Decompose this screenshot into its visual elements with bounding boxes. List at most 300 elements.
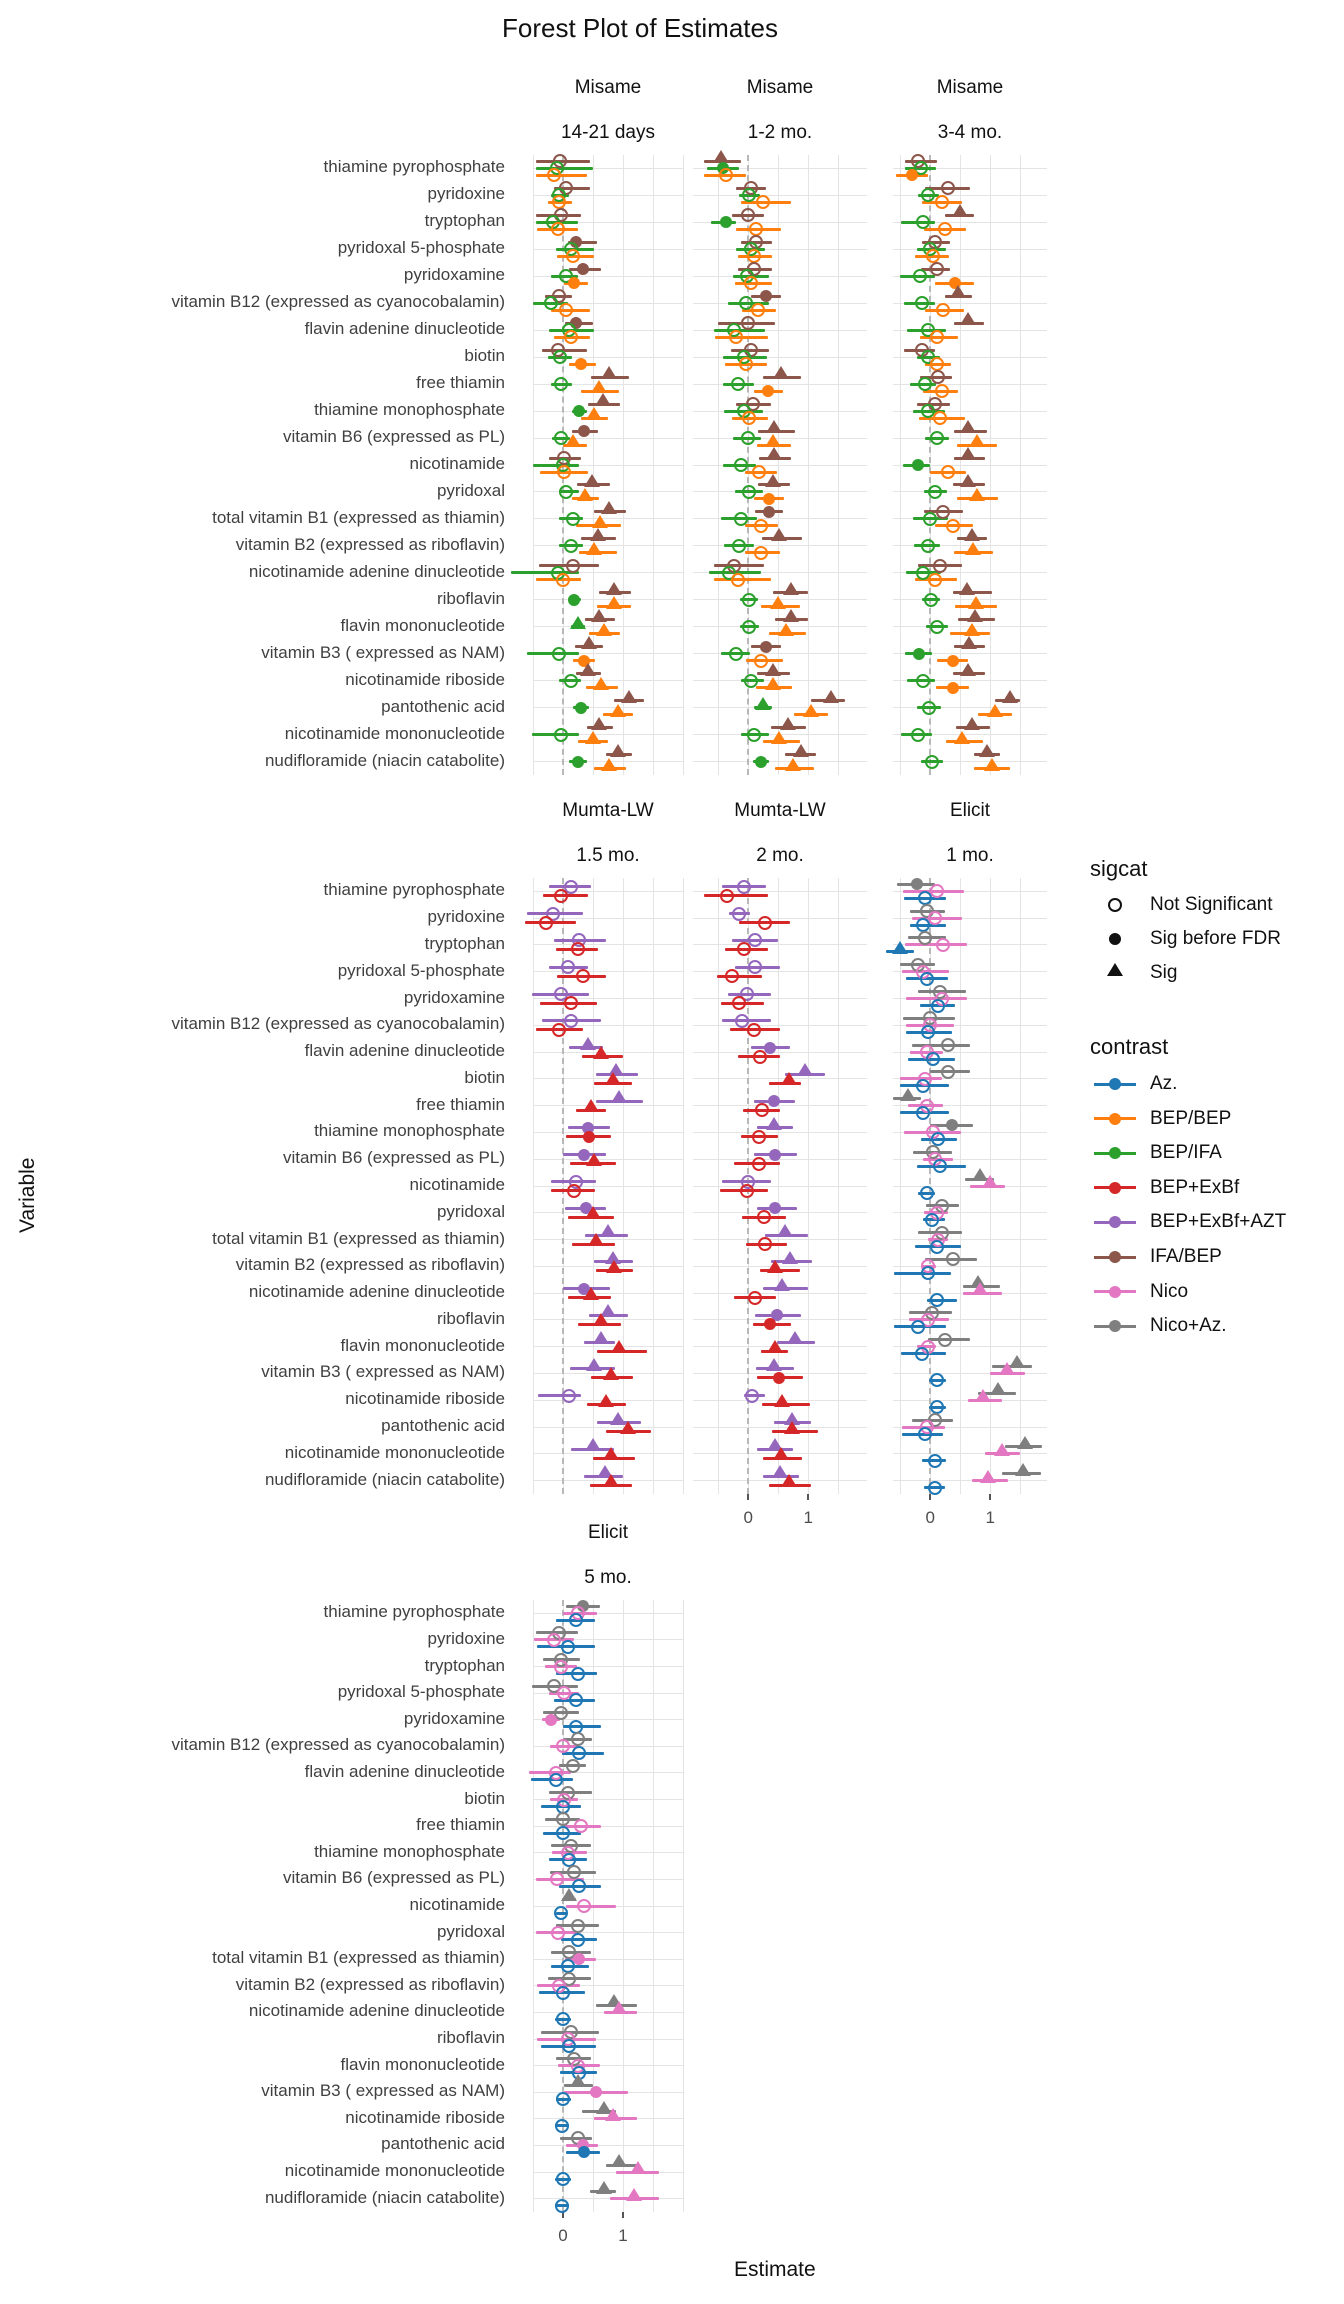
point-marker-not-significant	[923, 512, 937, 526]
legend-contrast-point-icon	[1109, 1251, 1121, 1263]
variable-label: pyridoxamine	[403, 987, 505, 1007]
point-marker-sig	[968, 596, 984, 609]
point-marker-not-significant	[566, 512, 580, 526]
x-tick-label: 1	[803, 1508, 813, 1527]
point-marker-not-significant	[925, 1213, 939, 1227]
point-marker-sig	[1002, 690, 1018, 703]
point-marker-sig	[611, 2154, 627, 2167]
point-marker-not-significant	[920, 972, 934, 986]
point-marker-not-significant	[734, 512, 748, 526]
variable-label: nicotinamide riboside	[345, 2107, 505, 2127]
point-marker-sig	[588, 1233, 604, 1246]
variable-label: pyridoxamine	[403, 1708, 505, 1728]
legend-contrast-item-label: BEP+ExBf+AZT	[1150, 1211, 1287, 1233]
point-marker-sig	[780, 717, 796, 730]
point-marker-sig	[591, 380, 607, 393]
point-marker-sig	[767, 1260, 783, 1273]
legend-contrast-point-icon	[1109, 1216, 1121, 1228]
point-marker-sig	[793, 744, 809, 757]
variable-label: vitamin B12 (expressed as cyanocobalamin)	[171, 1014, 505, 1034]
point-marker-sig	[606, 596, 622, 609]
legend-marker-filled-circle-icon	[1109, 933, 1121, 945]
legend-sigcat-item-label: Not Significant	[1150, 894, 1273, 915]
variable-label: total vitamin B1 (expressed as thiamin)	[212, 1948, 505, 1968]
point-marker-sig	[606, 582, 622, 595]
point-marker-sig-before-fdr	[545, 1714, 557, 1726]
variable-label: nicotinamide riboside	[345, 1389, 505, 1409]
point-marker-not-significant	[562, 1389, 576, 1403]
point-marker-not-significant	[941, 1065, 955, 1079]
point-marker-sig	[960, 663, 976, 676]
panel-header-time-mumta-lw-1-5-mo: 1.5 mo.	[576, 845, 640, 866]
x-tick-label: 0	[558, 2226, 568, 2245]
variable-label: nudifloramide (niacin catabolite)	[264, 750, 505, 770]
point-marker-sig	[785, 758, 801, 771]
point-marker-not-significant	[734, 458, 748, 472]
variable-label: free thiamin	[416, 1094, 505, 1114]
variable-label: pyridoxal 5-phosphate	[337, 238, 505, 258]
variable-label: vitamin B3 ( expressed as NAM)	[261, 1362, 505, 1382]
point-marker-not-significant	[554, 889, 568, 903]
point-marker-not-significant	[539, 916, 553, 930]
variable-label: pyridoxal	[436, 480, 505, 500]
point-marker-sig	[972, 1282, 988, 1295]
point-marker-sig	[620, 1421, 636, 1434]
point-marker-sig	[583, 1099, 599, 1112]
variable-label: pyridoxine	[427, 907, 505, 927]
point-marker-sig	[787, 1331, 803, 1344]
point-marker-sig	[626, 2188, 642, 2201]
variable-label: thiamine pyrophosphate	[323, 1602, 505, 1622]
point-marker-sig	[959, 582, 975, 595]
variable-label: riboflavin	[436, 2028, 505, 2048]
point-marker-sig	[766, 1358, 782, 1371]
point-marker-sig	[766, 447, 782, 460]
point-marker-sig	[774, 1394, 790, 1407]
point-marker-sig	[621, 690, 637, 703]
x-axis-title: Estimate	[734, 2258, 816, 2281]
variable-label: nicotinamide mononucleotide	[284, 1442, 505, 1462]
point-marker-sig	[969, 488, 985, 501]
variable-label: pyridoxamine	[403, 265, 505, 285]
legend-sigcat-title: sigcat	[1090, 856, 1148, 881]
point-marker-sig	[783, 582, 799, 595]
variable-label: riboflavin	[436, 588, 505, 608]
variable-label: pyridoxal	[436, 1921, 505, 1941]
variable-label: vitamin B3 ( expressed as NAM)	[261, 642, 505, 662]
y-axis-title: Variable	[16, 1157, 39, 1233]
variable-label: biotin	[464, 1788, 505, 1808]
point-marker-sig	[950, 285, 966, 298]
point-marker-sig	[585, 1206, 601, 1219]
point-marker-sig-before-fdr	[568, 594, 580, 606]
point-marker-sig	[964, 623, 980, 636]
legend-sigcat-item-label: Sig	[1150, 962, 1178, 983]
variable-label: nicotinamide mononucleotide	[284, 723, 505, 743]
point-marker-sig-before-fdr	[575, 702, 587, 714]
point-marker-not-significant	[752, 1157, 766, 1171]
point-marker-not-significant	[566, 559, 580, 573]
ci-line	[536, 174, 587, 177]
variable-label: flavin mononucleotide	[340, 1335, 505, 1355]
variable-label: vitamin B6 (expressed as PL)	[282, 427, 505, 447]
panel-header-study-misame-1-2-mo: Misame	[746, 77, 814, 98]
legend-contrast-item-label: BEP/BEP	[1150, 1107, 1232, 1129]
point-marker-sig-before-fdr	[947, 655, 959, 667]
variable-label: tryptophan	[424, 211, 505, 231]
point-marker-sig	[611, 2001, 627, 2014]
point-marker-not-significant	[567, 1184, 581, 1198]
point-marker-sig	[585, 731, 601, 744]
point-marker-sig	[611, 1090, 627, 1103]
point-marker-sig	[964, 717, 980, 730]
variable-label: riboflavin	[436, 1308, 505, 1328]
point-marker-sig	[586, 407, 602, 420]
variable-label: biotin	[464, 346, 505, 366]
ci-line	[536, 167, 593, 170]
point-marker-sig	[580, 663, 596, 676]
point-marker-not-significant	[556, 2172, 570, 2186]
variable-label: free thiamin	[416, 373, 505, 393]
legend-contrast-title: contrast	[1090, 1034, 1169, 1059]
variable-label: pyridoxine	[427, 184, 505, 204]
point-marker-sig	[586, 542, 602, 555]
point-marker-not-significant	[748, 1291, 762, 1305]
point-marker-sig	[797, 1063, 813, 1076]
point-marker-sig-before-fdr	[913, 648, 925, 660]
variable-label: total vitamin B1 (expressed as thiamin)	[212, 1228, 505, 1248]
point-marker-not-significant	[928, 485, 942, 499]
variable-label: nicotinamide mononucleotide	[284, 2161, 505, 2181]
ci-line	[717, 975, 762, 978]
point-marker-not-significant	[561, 1640, 575, 1654]
variable-label: vitamin B2 (expressed as riboflavin)	[235, 534, 505, 554]
point-marker-sig	[999, 1362, 1015, 1375]
panel-header-study-mumta-lw-2-mo: Mumta-LW	[734, 800, 826, 821]
variable-label: pantothenic acid	[381, 2134, 505, 2154]
x-tick-label: 1	[985, 1508, 995, 1527]
point-marker-sig	[630, 2161, 646, 2174]
legend-contrast-item-label: Az.	[1150, 1073, 1178, 1094]
point-marker-sig	[783, 609, 799, 622]
point-marker-not-significant	[928, 1454, 942, 1468]
legend-contrast-point-icon	[1109, 1078, 1121, 1090]
variable-label: tryptophan	[424, 1655, 505, 1675]
point-marker-sig	[583, 1287, 599, 1300]
point-marker-sig	[767, 1340, 783, 1353]
point-marker-not-significant	[930, 1240, 944, 1254]
point-marker-sig	[765, 434, 781, 447]
panel-header-time-mumta-lw-2-mo: 2 mo.	[756, 845, 804, 866]
point-marker-not-significant	[928, 573, 942, 587]
point-marker-sig	[606, 1260, 622, 1273]
point-marker-sig	[781, 1474, 797, 1487]
variable-label: vitamin B6 (expressed as PL)	[282, 1148, 505, 1168]
variable-label: tryptophan	[424, 933, 505, 953]
point-marker-sig	[900, 1088, 916, 1101]
variable-label: nudifloramide (niacin catabolite)	[264, 1469, 505, 1489]
point-marker-sig	[605, 1072, 621, 1085]
variable-label: nicotinamide adenine dinucleotide	[248, 1282, 505, 1302]
point-marker-not-significant	[925, 755, 939, 769]
point-marker-not-significant	[562, 2039, 576, 2053]
point-marker-sig	[980, 1470, 996, 1483]
legend-contrast-point-icon	[1109, 1286, 1121, 1298]
legend-marker-triangle-icon	[1107, 963, 1123, 976]
point-marker-sig	[603, 1474, 619, 1487]
point-marker-sig	[603, 1367, 619, 1380]
point-marker-sig-before-fdr	[760, 641, 772, 653]
variable-label: nicotinamide	[409, 454, 505, 473]
point-marker-sig-before-fdr	[755, 756, 767, 768]
panel-header-study-elicit-1-mo: Elicit	[949, 800, 991, 821]
point-marker-not-significant	[549, 1773, 563, 1787]
point-marker-not-significant	[732, 907, 746, 921]
point-marker-sig-before-fdr	[568, 277, 580, 289]
point-marker-sig	[766, 1117, 782, 1130]
variable-label: flavin mononucleotide	[340, 2054, 505, 2074]
point-marker-not-significant	[911, 1320, 925, 1334]
point-marker-sig-before-fdr	[764, 1042, 776, 1054]
point-marker-not-significant	[916, 1106, 930, 1120]
variable-label: nudifloramide (niacin catabolite)	[264, 2187, 505, 2207]
legend-marker-open-circle-icon	[1108, 898, 1122, 912]
variable-label: flavin adenine dinucleotide	[304, 1041, 505, 1061]
variable-label: pantothenic acid	[381, 696, 505, 716]
point-marker-sig	[596, 2181, 612, 2194]
point-marker-sig	[610, 744, 626, 757]
variable-label: biotin	[464, 1067, 505, 1087]
x-tick-label: 0	[743, 1508, 753, 1527]
point-marker-not-significant	[928, 1481, 942, 1495]
variable-label: flavin adenine dinucleotide	[304, 319, 505, 339]
point-marker-not-significant	[554, 728, 568, 742]
point-marker-sig	[1015, 1463, 1031, 1476]
point-marker-sig	[979, 744, 995, 757]
point-marker-sig	[778, 623, 794, 636]
variable-label: vitamin B3 ( expressed as NAM)	[261, 2081, 505, 2101]
point-marker-sig	[755, 697, 771, 710]
x-tick-label: 0	[925, 1508, 935, 1527]
point-marker-sig	[593, 1313, 609, 1326]
point-marker-not-significant	[747, 1023, 761, 1037]
panel-header-study-elicit-5-mo: Elicit	[587, 1522, 629, 1543]
chart-title: Forest Plot of Estimates	[502, 13, 778, 43]
point-marker-not-significant	[731, 573, 745, 587]
point-marker-sig	[586, 1358, 602, 1371]
point-marker-not-significant	[720, 889, 734, 903]
variable-label: nicotinamide	[409, 1175, 505, 1194]
legend-contrast-item-label: BEP/IFA	[1150, 1142, 1222, 1164]
point-marker-sig-before-fdr	[583, 1131, 595, 1143]
point-marker-sig	[781, 1072, 797, 1085]
point-marker-sig-before-fdr	[572, 756, 584, 768]
point-marker-sig	[584, 474, 600, 487]
variable-label: pyridoxine	[427, 1628, 505, 1648]
point-marker-not-significant	[911, 728, 925, 742]
variable-label: thiamine monophosphate	[314, 400, 505, 420]
variable-label: free thiamin	[416, 1815, 505, 1835]
point-marker-not-significant	[922, 701, 936, 715]
point-marker-sig	[765, 474, 781, 487]
point-marker-sig-before-fdr	[769, 1149, 781, 1161]
legend-contrast-item-label: IFA/BEP	[1150, 1246, 1222, 1267]
point-marker-not-significant	[729, 647, 743, 661]
point-marker-sig	[561, 1888, 577, 1901]
point-marker-not-significant	[555, 2199, 569, 2213]
point-marker-sig	[967, 609, 983, 622]
point-marker-sig	[1017, 1436, 1033, 1449]
variable-label: vitamin B12 (expressed as cyanocobalamin)	[171, 292, 505, 312]
variable-label: pyridoxal	[436, 1201, 505, 1221]
point-marker-sig	[774, 1278, 790, 1291]
point-marker-not-significant	[571, 1667, 585, 1681]
panel-header-study-mumta-lw-1-5-mo: Mumta-LW	[562, 800, 654, 821]
point-marker-sig-before-fdr	[763, 506, 775, 518]
point-marker-sig	[596, 623, 612, 636]
point-marker-sig	[984, 758, 1000, 771]
point-marker-not-significant	[744, 674, 758, 688]
point-marker-not-significant	[752, 465, 766, 479]
variable-label: total vitamin B1 (expressed as thiamin)	[212, 507, 505, 527]
point-marker-sig	[960, 420, 976, 433]
point-marker-sig	[777, 1224, 793, 1237]
point-marker-not-significant	[571, 1919, 585, 1933]
point-marker-sig	[773, 1447, 789, 1460]
point-marker-sig	[570, 2074, 586, 2087]
point-marker-sig	[581, 636, 597, 649]
x-tick-label: 1	[618, 2226, 628, 2245]
point-marker-sig	[765, 677, 781, 690]
point-marker-not-significant	[564, 996, 578, 1010]
variable-label: nicotinamide riboside	[345, 669, 505, 689]
ci-line	[704, 894, 768, 897]
point-marker-not-significant	[752, 1130, 766, 1144]
point-marker-sig-before-fdr	[577, 263, 589, 275]
panel-header-time-misame-1-2-mo: 1-2 mo.	[747, 122, 813, 143]
point-marker-not-significant	[753, 1050, 767, 1064]
variable-label: nicotinamide adenine dinucleotide	[248, 561, 505, 581]
point-marker-sig	[591, 609, 607, 622]
variable-label: flavin mononucleotide	[340, 615, 505, 635]
point-marker-sig	[823, 690, 839, 703]
point-marker-not-significant	[556, 1986, 570, 2000]
point-marker-sig	[593, 677, 609, 690]
point-marker-sig	[771, 731, 787, 744]
point-marker-sig	[570, 616, 586, 629]
panel-header-time-elicit-1-mo: 1 mo.	[946, 845, 994, 866]
point-marker-not-significant	[571, 1933, 585, 1947]
point-marker-not-significant	[554, 1660, 568, 1674]
point-marker-sig	[960, 474, 976, 487]
point-marker-sig	[601, 501, 617, 514]
point-marker-not-significant	[740, 1184, 754, 1198]
point-marker-not-significant	[758, 1237, 772, 1251]
point-marker-sig	[591, 717, 607, 730]
point-marker-not-significant	[556, 573, 570, 587]
legend-contrast-item-label: Nico	[1150, 1280, 1189, 1302]
variable-label: thiamine monophosphate	[314, 1121, 505, 1141]
point-marker-not-significant	[559, 485, 573, 499]
point-marker-sig	[952, 204, 968, 217]
legend-sigcat-item-label: Sig before FDR	[1150, 928, 1281, 949]
point-marker-sig	[592, 515, 608, 528]
variable-label: thiamine pyrophosphate	[323, 157, 505, 177]
point-marker-sig	[784, 1421, 800, 1434]
point-marker-not-significant	[561, 960, 575, 974]
point-marker-sig	[577, 488, 593, 501]
point-marker-sig-before-fdr	[947, 682, 959, 694]
point-marker-not-significant	[564, 539, 578, 553]
point-marker-not-significant	[758, 916, 772, 930]
variable-label: thiamine monophosphate	[314, 1841, 505, 1861]
point-marker-sig	[771, 528, 787, 541]
variable-label: pyridoxal 5-phosphate	[337, 1682, 505, 1702]
point-marker-sig	[987, 704, 1003, 717]
panel-header-study-misame-3-4-mo: Misame	[936, 77, 1004, 98]
point-marker-sig	[601, 366, 617, 379]
point-marker-sig	[765, 663, 781, 676]
variable-label: vitamin B6 (expressed as PL)	[282, 1868, 505, 1888]
point-marker-not-significant	[938, 1333, 952, 1347]
point-marker-not-significant	[732, 539, 746, 553]
variable-label: pyridoxal 5-phosphate	[337, 960, 505, 980]
point-marker-not-significant	[551, 1926, 565, 1940]
point-marker-sig	[964, 528, 980, 541]
point-marker-not-significant	[547, 1633, 561, 1647]
point-marker-not-significant	[552, 1023, 566, 1037]
legend-contrast-item-label: Nico+Az.	[1150, 1315, 1227, 1337]
panel-header-time-misame-14-21-days: 14-21 days	[560, 122, 655, 143]
point-marker-sig	[990, 1382, 1006, 1395]
point-marker-sig	[585, 1438, 601, 1451]
point-marker-sig	[982, 1175, 998, 1188]
point-marker-sig	[611, 1340, 627, 1353]
panel-header-study-misame-14-21-days: Misame	[574, 77, 642, 98]
point-marker-sig	[590, 528, 606, 541]
point-marker-sig	[598, 1394, 614, 1407]
point-marker-not-significant	[946, 519, 960, 533]
point-marker-sig	[975, 1389, 991, 1402]
point-marker-sig	[994, 1443, 1010, 1456]
point-marker-sig	[595, 393, 611, 406]
variable-label: nicotinamide	[409, 1895, 505, 1914]
point-marker-sig	[586, 1153, 602, 1166]
variable-label: vitamin B12 (expressed as cyanocobalamin)	[171, 1735, 505, 1755]
point-marker-sig	[610, 704, 626, 717]
point-marker-sig	[603, 1447, 619, 1460]
point-marker-not-significant	[564, 1014, 578, 1028]
panel-header-time-misame-3-4-mo: 3-4 mo.	[937, 122, 1003, 143]
point-marker-sig	[766, 420, 782, 433]
variable-label: vitamin B2 (expressed as riboflavin)	[235, 1974, 505, 1994]
point-marker-sig	[965, 542, 981, 555]
variable-label: vitamin B2 (expressed as riboflavin)	[235, 1255, 505, 1275]
point-marker-sig	[773, 366, 789, 379]
point-marker-sig	[960, 447, 976, 460]
legend-contrast-point-icon	[1109, 1320, 1121, 1332]
point-marker-not-significant	[576, 969, 590, 983]
point-marker-not-significant	[555, 2119, 569, 2133]
point-marker-sig	[770, 596, 786, 609]
point-marker-sig	[969, 434, 985, 447]
variable-label: thiamine pyrophosphate	[323, 880, 505, 900]
point-marker-sig	[892, 941, 908, 954]
point-marker-not-significant	[916, 1079, 930, 1093]
legend-contrast-point-icon	[1109, 1147, 1121, 1159]
point-marker-not-significant	[916, 674, 930, 688]
point-marker-sig	[593, 1331, 609, 1344]
